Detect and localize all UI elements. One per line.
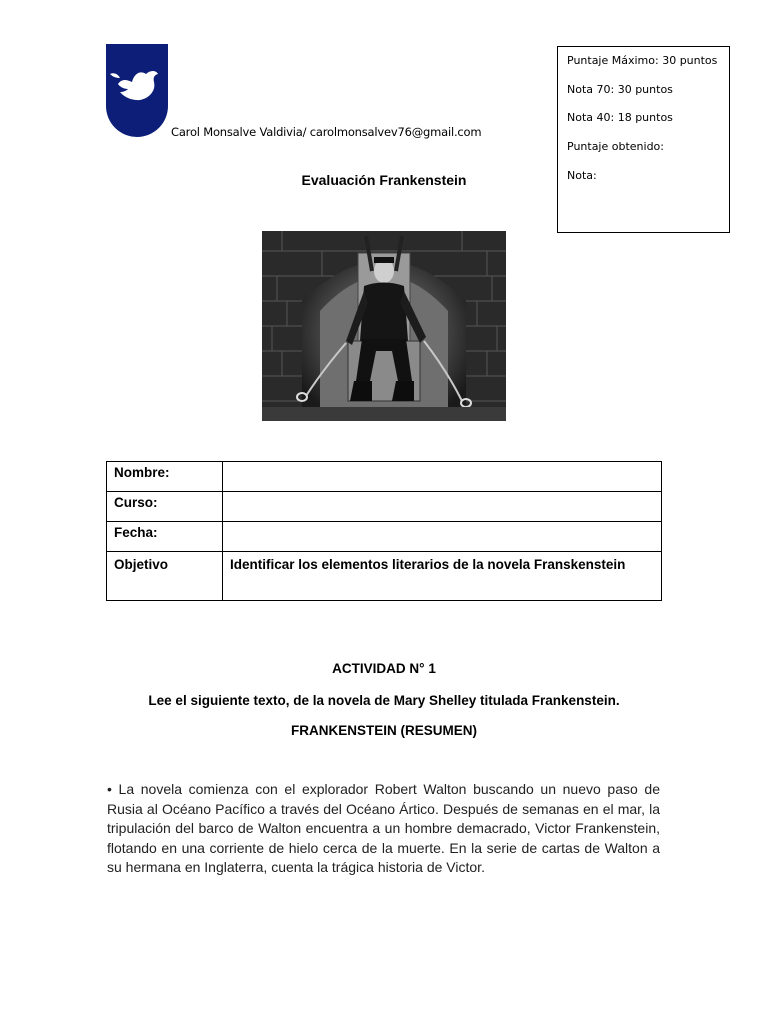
score-box: [557, 46, 730, 233]
course-label: Curso:: [107, 492, 223, 522]
table-row: [107, 492, 662, 522]
date-label: Fecha:: [107, 522, 223, 552]
table-row: [107, 522, 662, 552]
table-row: [107, 552, 662, 601]
text-title: FRANKENSTEIN (RESUMEN): [290, 723, 477, 738]
name-label: Nombre:: [107, 462, 223, 492]
page-title-text: Evaluación Frankenstein: [301, 172, 467, 188]
author-line: Carol Monsalve Valdivia/ carolmonsalvev76@gmail.com: [171, 125, 482, 139]
name-field[interactable]: [223, 462, 662, 492]
summary-paragraph: • La novela comienza con el explorador Robert Walton buscando un nuevo paso de Rusia al Océano Pacífico a través del Océano Ártico. Después de semanas en el mar, la tripulación del barco de Walton encuentra a un hombre demacrado, Victor Frankenstein, flotando en una corriente de hielo cerca de la muerte. En la serie de cartas de Walton a su hermana en Inglaterra, cuenta la trágica historia de Victor.: [107, 781, 660, 875]
score-obtained-line: Puntaje obtenido:: [567, 140, 664, 153]
student-info-table: [106, 461, 662, 601]
page-title: [0, 172, 768, 188]
activity-heading: ACTIVIDAD N° 1: [332, 661, 436, 676]
date-field[interactable]: [223, 522, 662, 552]
activity-instruction: Lee el siguiente texto, de la novela de Mary Shelley titulada Frankenstein.: [148, 693, 620, 708]
grade-line: Nota:: [567, 169, 597, 182]
objective-label: Objetivo: [107, 552, 223, 601]
grade-40-line: Nota 40: 18 puntos: [567, 111, 673, 124]
school-logo: [106, 44, 168, 138]
objective-value: Identificar los elementos literarios de la novela Franskenstein: [223, 552, 662, 601]
grade-70-line: Nota 70: 30 puntos: [567, 83, 673, 96]
table-row: [107, 462, 662, 492]
frankenstein-photo: [262, 231, 506, 421]
course-field[interactable]: [223, 492, 662, 522]
max-score-line: Puntaje Máximo: 30 puntos: [567, 54, 718, 67]
